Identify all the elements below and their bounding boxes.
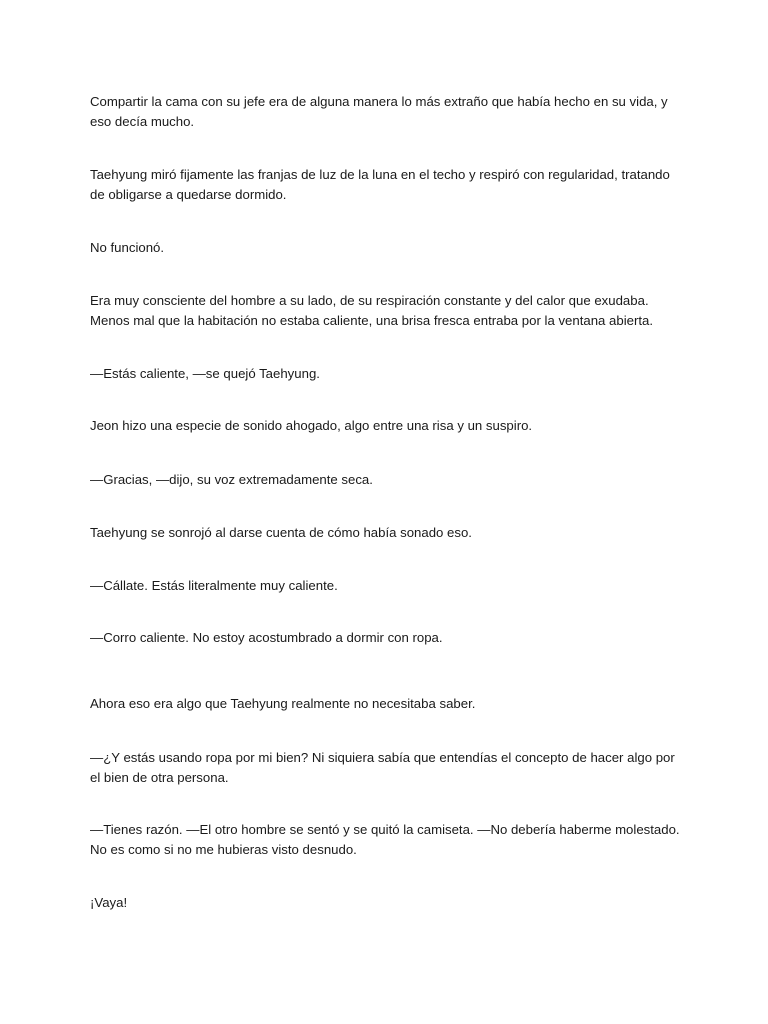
paragraph-10: —Corro caliente. No estoy acostumbrado a dormir con ropa. xyxy=(90,630,443,645)
paragraph-12: —¿Y estás usando ropa por mi bien? Ni siquiera sabía que entendías el concepto de hacer algo por el bien de otra persona. xyxy=(90,750,675,785)
paragraph-9: —Cállate. Estás literalmente muy caliente. xyxy=(90,578,338,593)
paragraph-4: Era muy consciente del hombre a su lado, de su respiración constante y del calor que exudaba. Menos mal que la habitación no estaba caliente, una brisa fresca entraba por la ventana abierta. xyxy=(90,293,654,328)
paragraph-5: —Estás caliente, —se quejó Taehyung. xyxy=(90,366,320,381)
paragraph-13: —Tienes razón. —El otro hombre se sentó y se quitó la camiseta. —No debería haberme molestado. No es como si no me hubieras visto desnudo. xyxy=(90,822,680,857)
paragraph-3: No funcionó. xyxy=(90,240,165,255)
paragraph-6: Jeon hizo una especie de sonido ahogado, algo entre una risa y un suspiro. xyxy=(90,418,533,433)
paragraph-7: —Gracias, —dijo, su voz extremadamente seca. xyxy=(90,472,373,487)
paragraph-14: ¡Vaya! xyxy=(90,895,128,910)
paragraph-11: Ahora eso era algo que Taehyung realmente no necesitaba saber. xyxy=(90,696,476,711)
paragraph-8: Taehyung se sonrojó al darse cuenta de cómo había sonado eso. xyxy=(90,525,472,540)
paragraph-1: Compartir la cama con su jefe era de alguna manera lo más extraño que había hecho en su vida, y eso decía mucho. xyxy=(90,94,668,129)
paragraph-2: Taehyung miró fijamente las franjas de luz de la luna en el techo y respiró con regularidad, tratando de obligarse a quedarse dormido. xyxy=(90,167,670,202)
